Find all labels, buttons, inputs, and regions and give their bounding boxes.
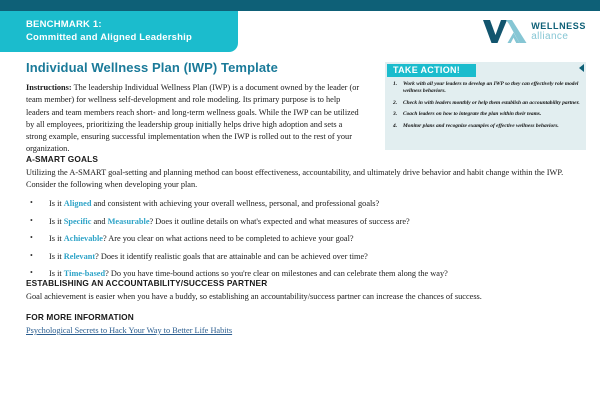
benchmark-banner bbox=[0, 11, 238, 52]
bullet-lead: Is it bbox=[49, 234, 64, 244]
logo-mark-icon bbox=[482, 18, 528, 44]
list-item bbox=[26, 198, 578, 210]
bullet-keyword: Relevant bbox=[63, 251, 96, 261]
bullet-lead: Is it bbox=[49, 269, 64, 279]
bullet-lead: Is it bbox=[49, 199, 64, 208]
bullet-keyword: Specific bbox=[63, 216, 92, 226]
bullet-tail: ? Do you have time-bound actions so you're clear on milestones and can celebrate them along the way? bbox=[105, 269, 448, 279]
bullet-mid: and bbox=[91, 216, 108, 226]
logo-word-alliance: alliance bbox=[531, 30, 569, 42]
wellness-alliance-logo bbox=[482, 18, 586, 44]
list-item: Monitor plans and recognize examples of effective wellness behaviors. bbox=[403, 123, 559, 130]
list-item: Work with all your leaders to develop an IWP so they can effectively role model wellness behaviors. bbox=[403, 81, 579, 95]
bullet-keyword-second: Measurable bbox=[107, 216, 150, 226]
instructions-body: The leadership Individual Wellness Plan (IWP) is a document owned by the leader (or team member) for wellness self-development and role modeling. Its primary purpose is to help leaders and team members reach short- and long-term wellness goals. While the IWP can be utilized by all employees, prioritizing the leadership group initially helps drive high adoption and sets a strong example, ensuring successful implementation when the IWP is rolled out to the rest of your organization. bbox=[26, 83, 360, 154]
bullet-keyword: Aligned bbox=[63, 199, 92, 208]
list-item: Check in with leaders monthly or help them establish an accountability partner. bbox=[403, 99, 580, 106]
bullet-lead: Is it bbox=[49, 251, 64, 261]
arrow-notch-icon bbox=[579, 64, 584, 72]
instructions-paragraph bbox=[26, 82, 361, 156]
section-heading-more-info: FOR MORE INFORMATION bbox=[26, 312, 134, 322]
section-heading-asmart: A-SMART GOALS bbox=[26, 154, 99, 164]
bullet-tail: ? Are you clear on what actions need to be completed to achieve your goal? bbox=[102, 234, 354, 244]
take-action-title: TAKE ACTION! bbox=[387, 64, 476, 77]
asmart-intro-paragraph: Utilizing the A-SMART goal-setting and planning method can boost effectiveness, accountability, and ultimately drive behavior and habit change within the IWP. Consider the following when developing your plan. bbox=[26, 168, 564, 190]
page-title: Individual Wellness Plan (IWP) Template bbox=[26, 60, 278, 75]
benchmark-label: BENCHMARK 1: bbox=[26, 19, 102, 30]
bullet-keyword: Time-based bbox=[63, 269, 106, 279]
logo-word-wellness: WELLNESS bbox=[531, 20, 586, 31]
section-heading-partner: ESTABLISHING AN ACCOUNTABILITY/SUCCESS PARTNER bbox=[26, 278, 268, 288]
bullet-keyword: Achievable bbox=[63, 234, 103, 244]
list-item bbox=[26, 216, 578, 228]
asmart-bullet-list bbox=[26, 198, 578, 286]
benchmark-title: Committed and Aligned Leadership bbox=[26, 32, 192, 43]
bullet-tail: ? Does it identify realistic goals that are attainable and can be achieved over time? bbox=[95, 251, 368, 261]
bullet-tail: ? Does it outline details on what's expected and what measures of success are? bbox=[149, 216, 410, 226]
logo-wordmark bbox=[531, 21, 586, 42]
bullet-tail: and consistent with achieving your overall wellness, personal, and professional goals? bbox=[91, 199, 380, 208]
take-action-callout bbox=[385, 62, 586, 150]
list-item bbox=[26, 233, 578, 245]
top-accent-strip bbox=[0, 0, 600, 11]
list-item: Coach leaders on how to integrate the plan within their teams. bbox=[403, 111, 542, 118]
instructions-label: Instructions: bbox=[26, 83, 72, 92]
take-action-list bbox=[390, 81, 593, 135]
list-item bbox=[26, 251, 578, 263]
more-info-link[interactable]: Psychological Secrets to Hack Your Way to Better Life Habits bbox=[26, 326, 233, 335]
partner-paragraph: Goal achievement is easier when you have a buddy, so establishing an accountability/success partner can increase the chances of success. bbox=[26, 292, 482, 301]
bullet-lead: Is it bbox=[49, 216, 64, 226]
